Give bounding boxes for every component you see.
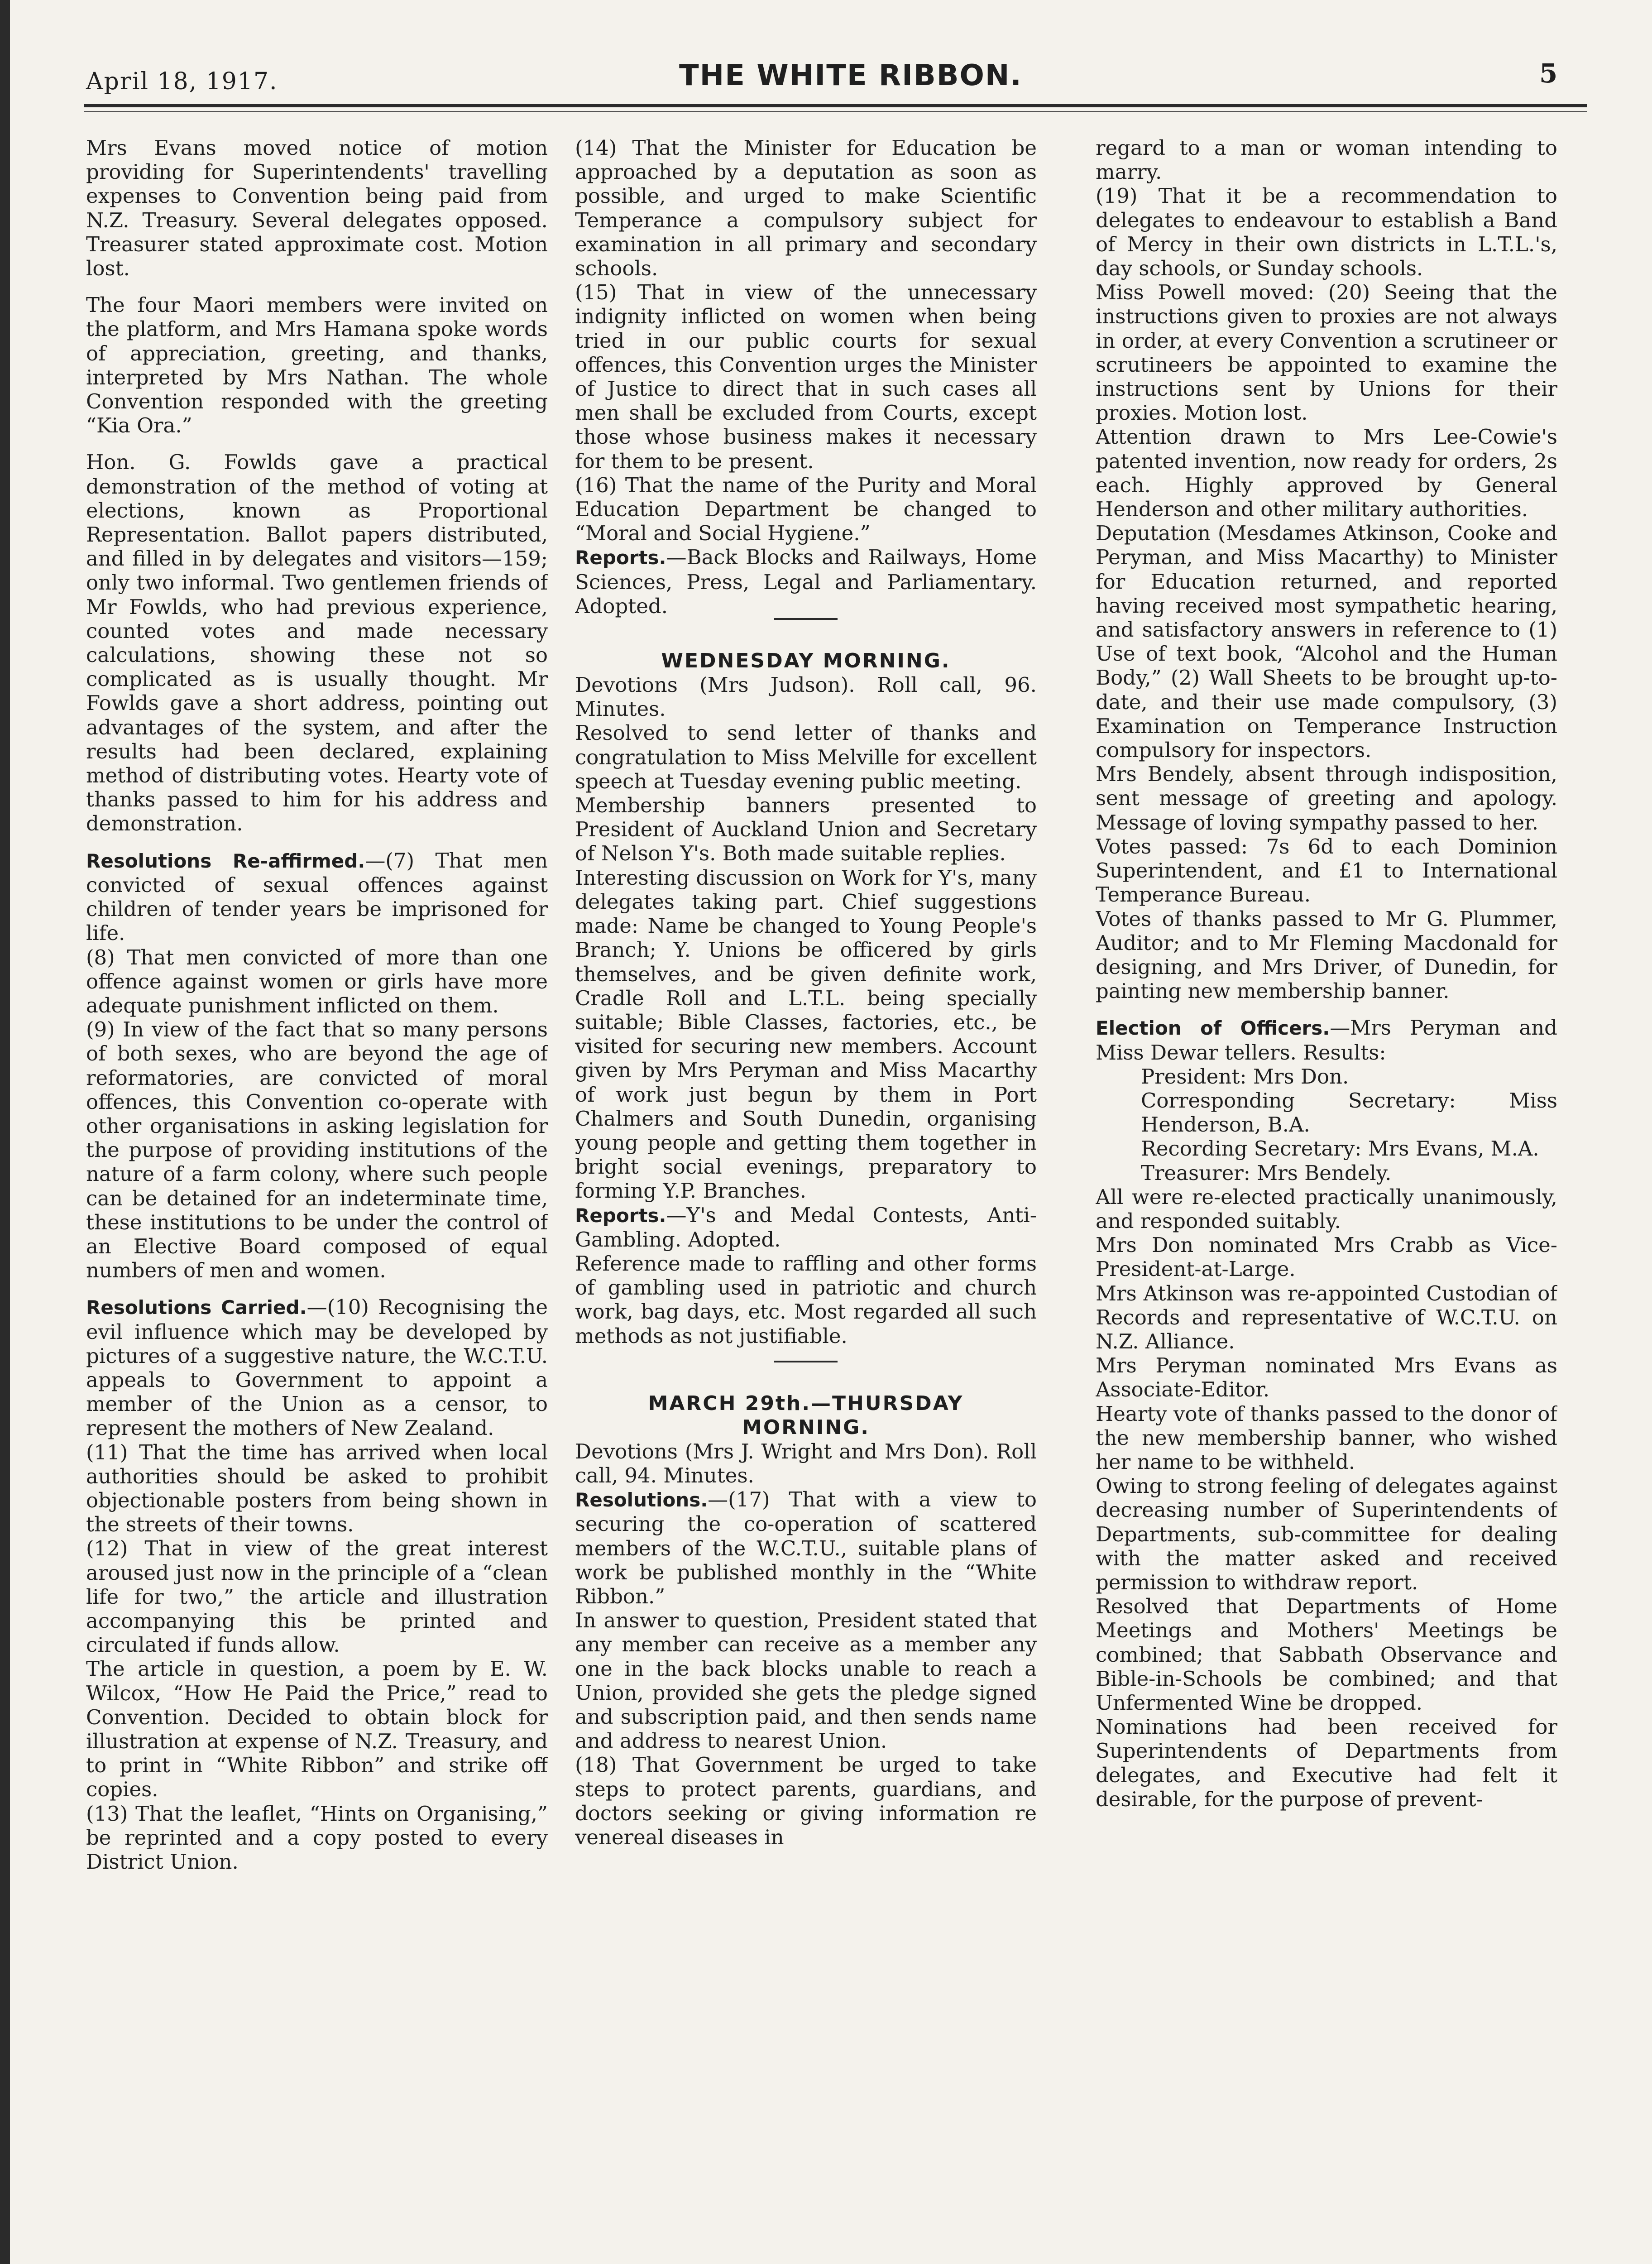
section-heading: MARCH 29th.—THURSDAY xyxy=(648,1391,964,1415)
publication-title: THE WHITE RIBBON. xyxy=(679,59,1022,92)
paragraph: Reference made to raffling and other forms of gambling used in patriotic and church work, bag days, etc. Most regarded all such methods as not justifiable. xyxy=(575,1251,1037,1348)
paragraph: Devotions (Mrs J. Wright and Mrs Don). Roll call, 94. Minutes. xyxy=(575,1439,1037,1487)
paragraph: Nominations had been received for Superintendents of Departments from delegates, and Executive had felt it desirable, for the purpose of prevent- xyxy=(1096,1715,1557,1811)
officer-entry: Corresponding Secretary: Miss Henderson, B.A. xyxy=(1141,1088,1557,1137)
paragraph: The four Maori members were invited on the platform, and Mrs Hamana spoke words of appreciation, greeting, and thanks, interpreted by Mrs Nathan. The whole Convention responded with the greeting “Kia Ora.” xyxy=(86,293,548,438)
section-lead: Election of Officers. xyxy=(1096,1017,1330,1040)
paragraph: Mrs Bendely, absent through indisposition, sent message of greeting and apology. Message of loving sympathy passed to her. xyxy=(1096,762,1557,835)
paragraph: Attention drawn to Mrs Lee-Cowie's patented invention, now ready for orders, 2s each. Highly approved by General Henderson and other military authorities. xyxy=(1096,425,1557,522)
section-lead: Reports. xyxy=(575,547,666,569)
paragraph: Reports.—Y's and Medal Contests, Anti-Gambling. Adopted. xyxy=(575,1203,1037,1252)
paragraph: Mrs Don nominated Mrs Crabb as Vice-President-at-Large. xyxy=(1096,1233,1557,1281)
column-1 xyxy=(86,136,548,2255)
paragraph: regard to a man or woman intending to marry. xyxy=(1096,136,1557,184)
paragraph: Reports.—Back Blocks and Railways, Home Sciences, Press, Legal and Parliamentary. Adopted. xyxy=(575,545,1037,618)
paragraph: The article in question, a poem by E. W. Wilcox, “How He Paid the Price,” read to Convention. Decided to obtain block for illustration at expense of N.Z. Treasury, and to print in “White Ribbon” and strike off copies. xyxy=(86,1657,548,1802)
column-3 xyxy=(1096,136,1557,2255)
paragraph: Devotions (Mrs Judson). Roll call, 96. Minutes. xyxy=(575,673,1037,721)
paragraph: Resolutions Carried.—(10) Recognising the evil influence which may be developed by pictures of a suggestive nature, the W.C.T.U. appeals to Government to appoint a member of the Union as a censor, to represent the mothers of New Zealand. xyxy=(86,1295,548,1440)
column-2 xyxy=(575,136,1037,2255)
header-rule-thin xyxy=(84,111,1587,112)
section-lead: Resolutions Carried. xyxy=(86,1296,307,1319)
paragraph: (11) That the time has arrived when local authorities should be asked to prohibit objectionable posters from being shown in the streets of their towns. xyxy=(86,1440,548,1537)
scan-edge xyxy=(0,0,10,2264)
section-heading: WEDNESDAY MORNING. xyxy=(661,649,951,673)
paragraph: Hearty vote of thanks passed to the donor of the new membership banner, who wished her name to be withheld. xyxy=(1096,1401,1557,1474)
paragraph: Resolved that Departments of Home Meetings and Mothers' Meetings be combined; that Sabbath Observance and Bible-in-Schools be combined; and that Unfermented Wine be dropped. xyxy=(1096,1594,1557,1715)
paragraph: (18) That Government be urged to take steps to protect parents, guardians, and doctors seeking or giving information re venereal diseases in xyxy=(575,1753,1037,1849)
paragraph: Interesting discussion on Work for Y's, many delegates taking part. Chief suggestions made: Name be changed to Young People's Branch; Y. Unions be officered by girls themselves, and be given definite work, Cradle Roll and L.T.L. being specially suitable; Bible Classes, factories, etc., be visited for securing new members. Account given by Mrs Peryman and Miss Macarthy of work just begun by them in Port Chalmers and South Dunedin, organising young people and getting them together in bright social evenings, preparatory to forming Y.P. Branches. xyxy=(575,865,1037,1203)
paragraph: All were re-elected practically unanimously, and responded suitably. xyxy=(1096,1185,1557,1233)
paragraph: (19) That it be a recommendation to delegates to endeavour to establish a Band of Mercy in their own districts in L.T.L.'s, day schools, or Sunday schools. xyxy=(1096,184,1557,281)
section-lead: Reports. xyxy=(575,1204,666,1227)
paragraph: (16) That the name of the Purity and Moral Education Department be changed to “Moral and Social Hygiene.” xyxy=(575,473,1037,546)
paragraph: (9) In view of the fact that so many persons of both sexes, who are beyond the age of reformatories, are convicted of moral offences, this Convention co-operate with other organisations in asking legislation for the purpose of providing institutions of the nature of a farm colony, where such people can be detained for an indeterminate time, these institutions to be under the control of an Elective Board composed of equal numbers of men and women. xyxy=(86,1017,548,1283)
paragraph: Membership banners presented to President of Auckland Union and Secretary of Nelson Y's. Both made suitable replies. xyxy=(575,793,1037,866)
paragraph: (12) That in view of the great interest aroused just now in the principle of a “clean life for two,” the article and illustration accompanying this be printed and circulated if funds allow. xyxy=(86,1536,548,1657)
officer-entry: Recording Secretary: Mrs Evans, M.A. xyxy=(1141,1137,1539,1161)
paragraph: Votes passed: 7s 6d to each Dominion Superintendent, and £1 to International Temperance Bureau. xyxy=(1096,834,1557,907)
section-lead: Resolutions. xyxy=(575,1489,708,1511)
paragraph: (13) That the leaflet, “Hints on Organising,” be reprinted and a copy posted to every District Union. xyxy=(86,1801,548,1874)
officer-entry: Treasurer: Mrs Bendely. xyxy=(1141,1161,1392,1185)
section-heading: MORNING. xyxy=(742,1415,870,1439)
paragraph: Mrs Atkinson was re-appointed Custodian of Records and representative of W.C.T.U. on N.Z. Alliance. xyxy=(1096,1281,1557,1353)
paragraph: Resolutions.—(17) That with a view to securing the co-operation of scattered members of the W.C.T.U., suitable plans of work be published monthly in the “White Ribbon.” xyxy=(575,1487,1037,1608)
paragraph: (14) That the Minister for Education be approached by a deputation as soon as possible, and urged to make Scientific Temperance a compulsory subject for examination in all primary and secondary schools. xyxy=(575,136,1037,281)
paragraph: Election of Officers.—Mrs Peryman and Miss Dewar tellers. Results: xyxy=(1096,1016,1557,1065)
paragraph: Mrs Evans moved notice of motion providing for Superintendents' travelling expenses to Convention being paid from N.Z. Treasury. Several delegates opposed. Treasurer stated approximate cost. Motion lost. xyxy=(86,136,548,281)
paragraph: Resolved to send letter of thanks and congratulation to Miss Melville for excellent speech at Tuesday evening public meeting. xyxy=(575,721,1037,793)
paragraph: Mrs Peryman nominated Mrs Evans as Associate-Editor. xyxy=(1096,1353,1557,1402)
paragraph: Miss Powell moved: (20) Seeing that the instructions given to proxies are not always in order, at every Convention a scrutineer or scrutineers be appointed to examine the instructions sent by Unions for their proxies. Motion lost. xyxy=(1096,280,1557,425)
paragraph: Votes of thanks passed to Mr G. Plummer, Auditor; and to Mr Fleming Macdonald for designing, and Mrs Driver, of Dunedin, for painting new membership banner. xyxy=(1096,907,1557,1003)
paragraph: Owing to strong feeling of delegates against decreasing number of Superintendents of Departments, sub-committee for dealing with the matter asked and received permission to withdraw report. xyxy=(1096,1474,1557,1594)
paragraph: (8) That men convicted of more than one offence against women or girls have more adequate punishment inflicted on them. xyxy=(86,945,548,1017)
paragraph: (15) That in view of the unnecessary indignity inflicted on women when being tried in our public courts for sexual offences, this Convention urges the Minister of Justice to direct that in such cases all men shall be excluded from Courts, except those whose business makes it necessary for them to be present. xyxy=(575,280,1037,473)
section-lead: Resolutions Re-affirmed. xyxy=(86,849,365,872)
paragraph: In answer to question, President stated that any member can receive as a member any one in the back blocks unable to reach a Union, provided she gets the pledge signed and subscription paid, and then sends name and address to nearest Union. xyxy=(575,1608,1037,1753)
paragraph: Deputation (Mesdames Atkinson, Cooke and Peryman, and Miss Macarthy) to Minister for Education returned, and reported having received most sympathetic hearing, and satisfactory answers in reference to (1) Use of text book, “Alcohol and the Human Body,” (2) Wall Sheets to be brought up-to-date, and their use made compulsory, (3) Examination on Temperance Instruction compulsory for inspectors. xyxy=(1096,521,1557,763)
officer-entry: President: Mrs Don. xyxy=(1141,1064,1349,1089)
issue-date: April 18, 1917. xyxy=(86,68,278,95)
header-rule xyxy=(84,104,1587,107)
page-number: 5 xyxy=(1539,58,1558,89)
paragraph: Resolutions Re-affirmed.—(7) That men convicted of sexual offences against children of tender years be imprisoned for life. xyxy=(86,848,548,945)
paragraph: Hon. G. Fowlds gave a practical demonstration of the method of voting at elections, known as Proportional Representation. Ballot papers distributed, and filled in by delegates and visitors—159; only two informal. Two gentlemen friends of Mr Fowlds, who had previous experience, counted votes and made necessary calculations, showing these not so complicated as is usually thought. Mr Fowlds gave a short address, pointing out advantages of the system, and after the results had been declared, explaining method of distributing votes. Hearty vote of thanks passed to him for his address and demonstration. xyxy=(86,450,548,836)
